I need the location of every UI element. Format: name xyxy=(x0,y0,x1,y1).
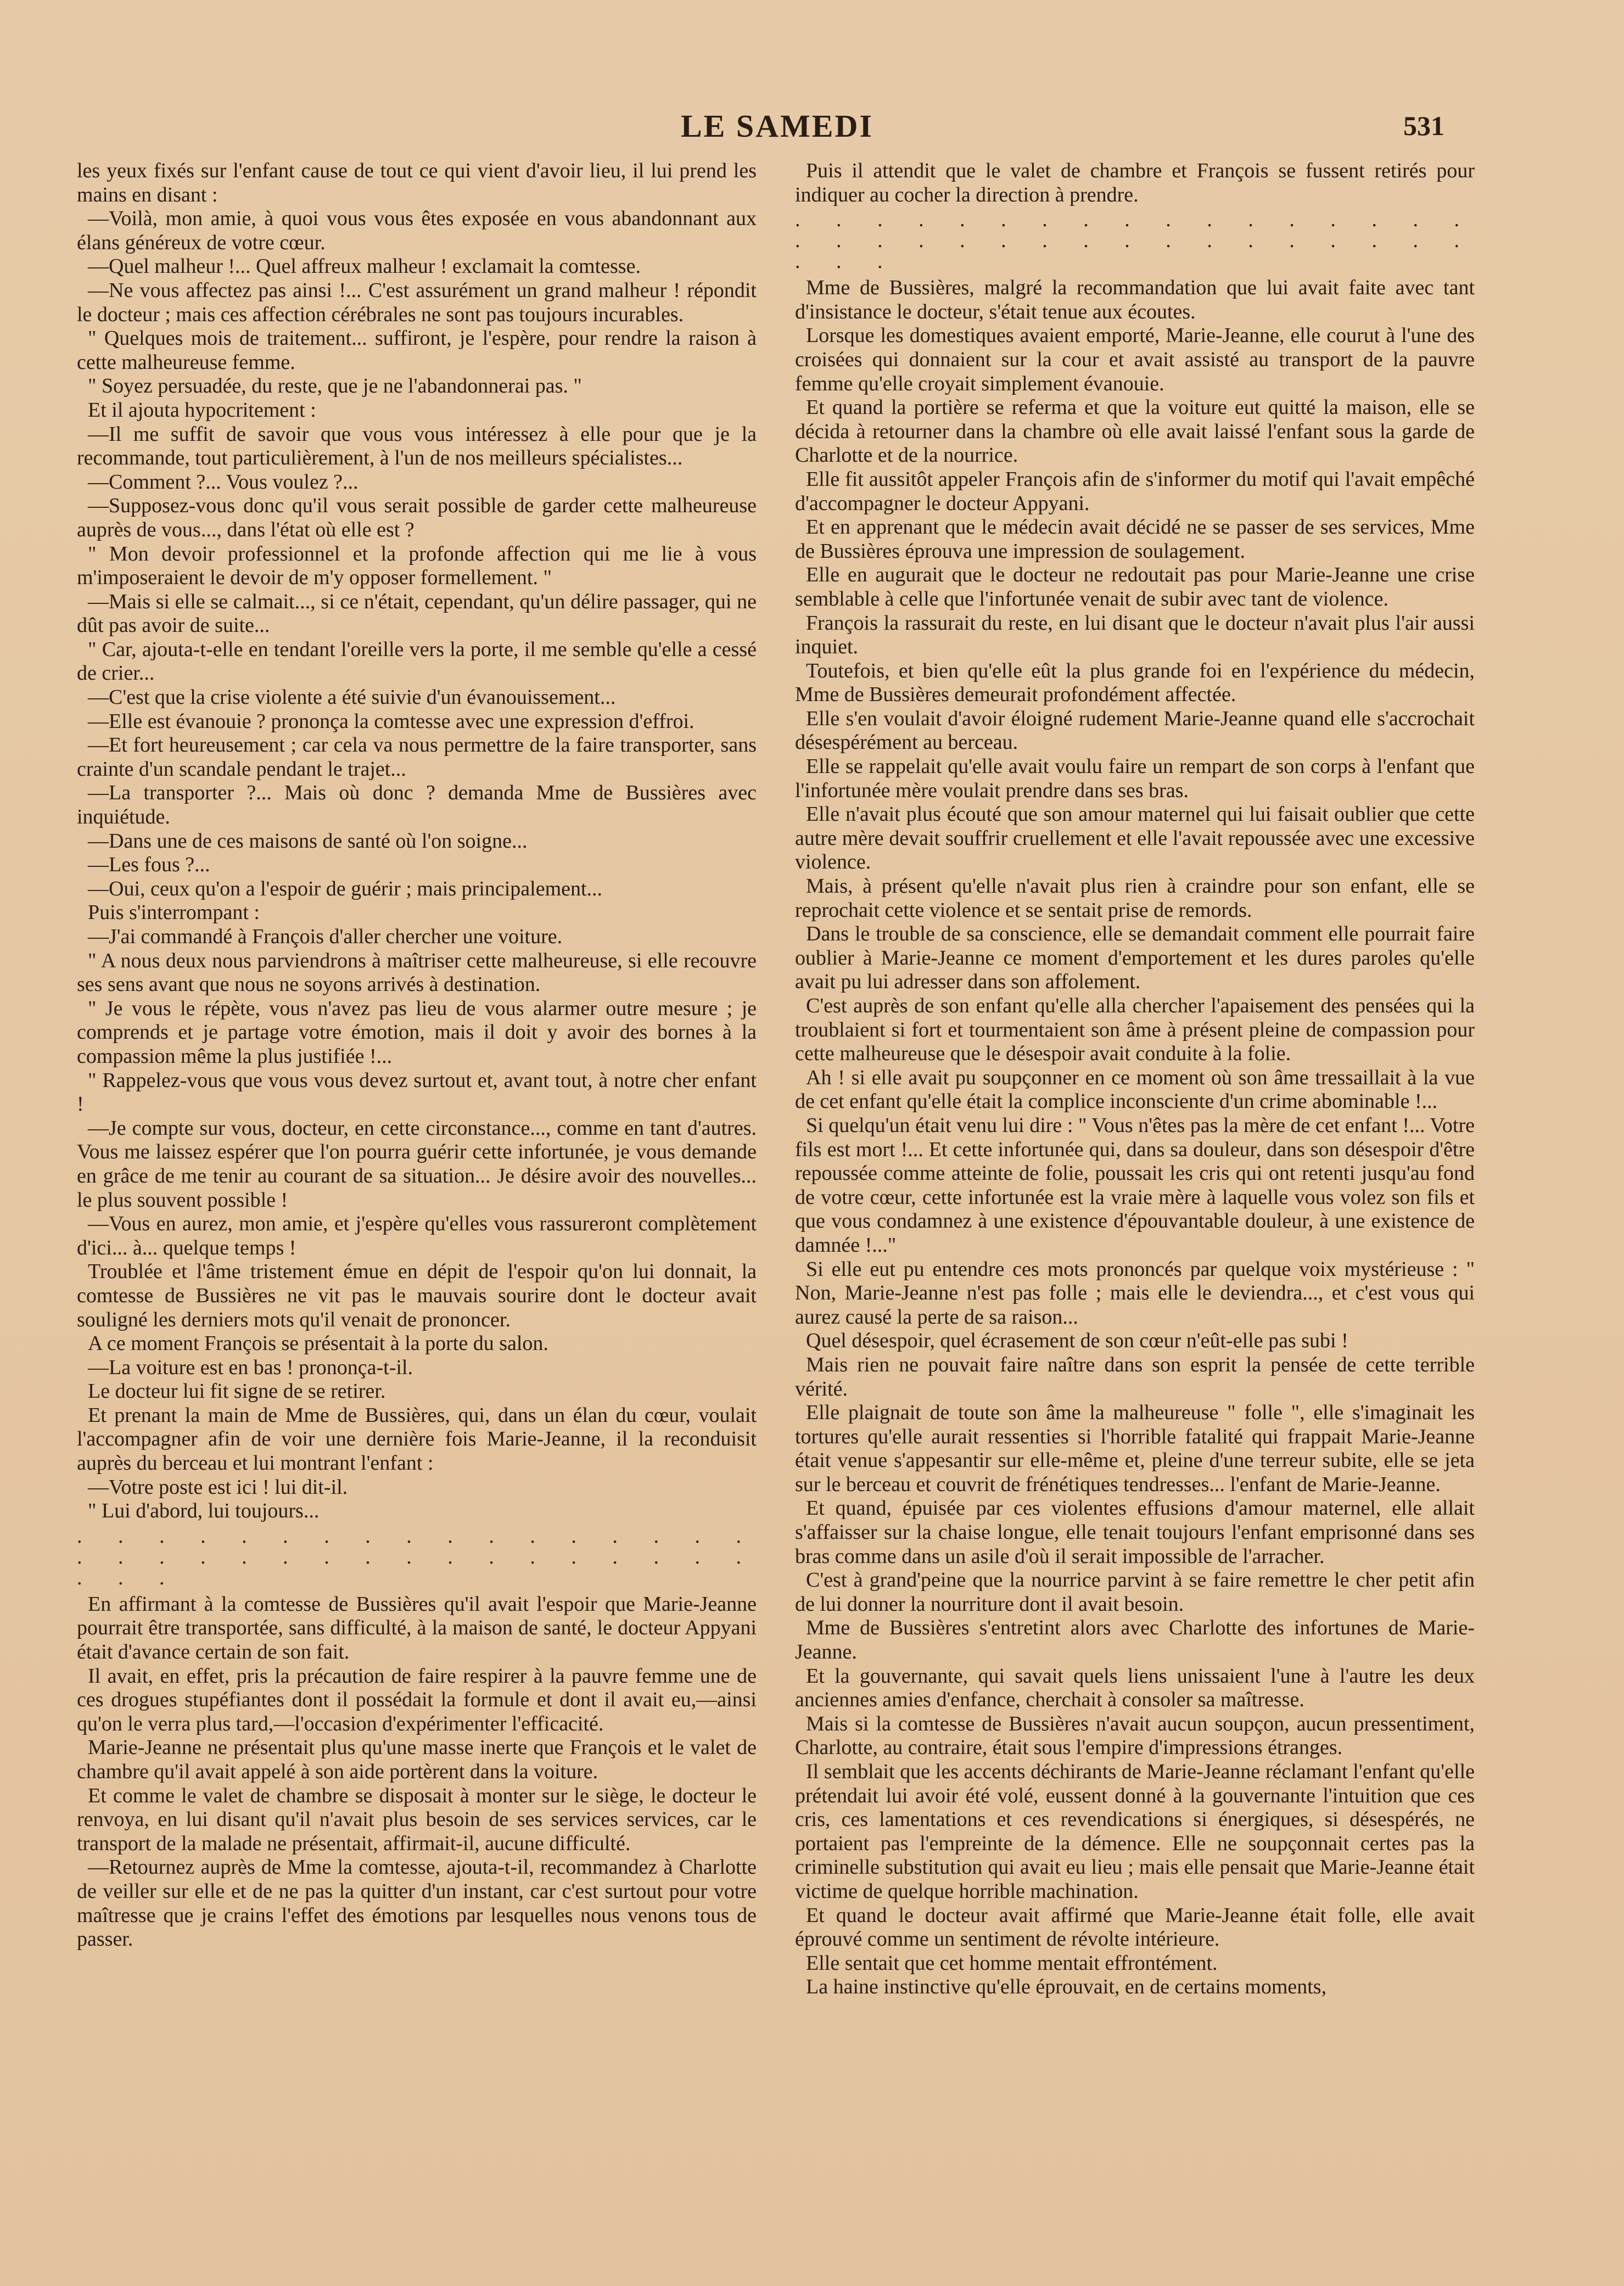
paragraph: Mme de Bussières s'entretint alors avec Charlotte des infortunes de Marie-Jeanne. xyxy=(795,1616,1475,1664)
paragraph: C'est à grand'peine que la nourrice parvint à se faire remettre le cher petit afin de lui donner la nourriture dont il avait besoin. xyxy=(795,1568,1475,1616)
paragraph: Elle s'en voulait d'avoir éloigné rudement Marie-Jeanne quand elle s'accrochait désespérément au berceau. xyxy=(795,707,1475,754)
paragraph: Elle n'avait plus écouté que son amour maternel qui lui faisait oublier que cette autre mère devait souffrir cruellement et elle l'avait repoussée avec une excessive violence. xyxy=(795,803,1475,874)
paragraph: —Elle est évanouie ? prononça la comtesse avec une expression d'effroi. xyxy=(88,709,695,733)
paragraph: —Mais si elle se calmait..., si ce n'était, cependant, qu'un délire passager, qui ne dût pas avoir de suite... xyxy=(77,590,757,637)
paragraph: Et il ajouta hypocritement : xyxy=(88,398,316,422)
paragraph: François la rassurait du reste, en lui disant que le docteur n'avait plus l'air aussi inquiet. xyxy=(795,611,1475,659)
paragraph: Lorsque les domestiques avaient emporté, Marie-Jeanne, elle courut à l'une des croisées qui donnaient sur la cour et avait assisté au transport de la pauvre femme qu'elle croyait simplement évanouie. xyxy=(795,324,1475,395)
page-header-title: LE SAMEDI xyxy=(681,108,873,144)
paragraph: —Retournez auprès de Mme la comtesse, ajouta-t-il, recommandez à Charlotte de veiller sur elle et de ne pas la quitter d'un instant, car c'est surtout pour votre maîtresse que je crains l'effet des émotions par lesquelles nous venons tous de passer. xyxy=(77,1856,757,1951)
paragraph: Quel désespoir, quel écrasement de son cœur n'eût-elle pas subi ! xyxy=(806,1329,1348,1353)
paragraph: Puis il attendit que le valet de chambre et François se fussent retirés pour indiquer au cocher la direction à prendre. xyxy=(795,159,1475,206)
paragraph: Mais rien ne pouvait faire naître dans son esprit la pensée de cette terrible vérité. xyxy=(795,1353,1475,1400)
paragraph: —Votre poste est ici ! lui dit-il. xyxy=(88,1475,348,1499)
paragraph: " Quelques mois de traitement... suffiront, je l'espère, pour rendre la raison à cette malheureuse femme. xyxy=(77,327,757,374)
paragraph: Mme de Bussières, malgré la recommandation que lui avait faite avec tant d'insistance le docteur, s'était tenue aux écoutes. xyxy=(795,276,1475,323)
paragraph: Et la gouvernante, qui savait quels liens unissaient l'une à l'autre les deux anciennes amies d'enfance, cherchait à consoler sa maîtresse. xyxy=(795,1664,1475,1712)
page-number: 531 xyxy=(1403,110,1444,141)
paragraph: A ce moment François se présentait à la porte du salon. xyxy=(88,1332,548,1355)
paragraph: Puis s'interrompant : xyxy=(88,901,260,925)
paragraph: —J'ai commandé à François d'aller chercher une voiture. xyxy=(88,925,563,948)
paragraph: —Il me suffit de savoir que vous vous intéressez à elle pour que je la recommande, tout particulièrement, à l'un de nos meilleurs spécialistes... xyxy=(77,422,757,470)
paragraph: Le docteur lui fit signe de se retirer. xyxy=(88,1380,386,1403)
paragraph: " A nous deux nous parviendrons à maîtriser cette malheureuse, si elle recouvre ses sens avant que nous ne soyons arrivés à destination. xyxy=(77,949,757,996)
paragraph: Et comme le valet de chambre se disposait à monter sur le siège, le docteur le renvoya, en lui disant qu'il n'avait plus besoin de ses services services, car le transport de la malade ne présentait, affirmait-il, aucune difficulté. xyxy=(77,1784,757,1855)
paragraph: Et quand la portière se referma et que la voiture eut quitté la maison, elle se décida à retourner dans la chambre où elle avait laissé l'enfant sous la garde de Charlotte et de la nourrice. xyxy=(795,396,1475,467)
paragraph: " Soyez persuadée, du reste, que je ne l'abandonnerai pas. " xyxy=(88,374,582,398)
paragraph: La haine instinctive qu'elle éprouvait, en de certains moments, xyxy=(806,1975,1327,1999)
paragraph: —Et fort heureusement ; car cela va nous permettre de la faire transporter, sans crainte d'un scandale pendant le trajet... xyxy=(77,733,757,781)
paragraph: Elle fit aussitôt appeler François afin de s'informer du motif qui l'avait empêché d'accompagner le docteur Appyani. xyxy=(795,467,1475,515)
paragraph: Marie-Jeanne ne présentait plus qu'une masse inerte que François et le valet de chambre qu'il avait appelé à son aide portèrent dans la voiture. xyxy=(77,1736,757,1783)
paragraph: " Car, ajouta-t-elle en tendant l'oreille vers la porte, il me semble qu'elle a cessé de crier... xyxy=(77,637,757,685)
paragraph: Elle plaignait de toute son âme la malheureuse " folle ", elle s'imaginait les tortures qu'elle aurait ressenties si l'horrible fatalité qui frappait Marie-Jeanne était venue s'appesantir sur elle-même et, pleine d'une terreur subite, elle se jeta sur le berceau et couvrit de frénétiques tendresses... l'enfant de Marie-Jeanne. xyxy=(795,1401,1475,1496)
paragraph: —La transporter ?... Mais où donc ? demanda Mme de Bussières avec inquiétude. xyxy=(77,781,757,829)
paragraph: —Comment ?... Vous voulez ?... xyxy=(88,470,359,494)
paragraph: —Oui, ceux qu'on a l'espoir de guérir ; mais principalement... xyxy=(88,877,603,900)
right-column xyxy=(795,159,1475,1999)
paragraph: Mais si la comtesse de Bussières n'avait aucun soupçon, aucun pressentiment, Charlotte, au contraire, était sous l'empire d'impressions étranges. xyxy=(795,1712,1475,1760)
paragraph: Troublée et l'âme tristement émue en dépit de l'espoir qu'on lui donnait, la comtesse de Bussières ne vit pas le mauvais sourire dont le docteur avait souligné les derniers mots qu'il venait de prononcer. xyxy=(77,1260,757,1331)
section-separator: . . . . . . . . . . . . . . . . . . . . . . . . . . . . . . . . . . . . . xyxy=(77,1524,757,1589)
paragraph: —Voilà, mon amie, à quoi vous vous êtes exposée en vous abandonnant aux élans généreux de votre cœur. xyxy=(77,207,757,254)
paragraph: Et quand le docteur avait affirmé que Marie-Jeanne était folle, elle avait éprouvé comme un sentiment de révolte intérieure. xyxy=(795,1903,1475,1951)
paragraph: C'est auprès de son enfant qu'elle alla chercher l'apaisement des pensées qui la troublaient si fort et tourmentaient son âme à présent pleine de compassion pour cette malheureuse que le désespoir avait conduite à la folie. xyxy=(795,994,1475,1066)
paragraph: " Lui d'abord, lui toujours... xyxy=(88,1499,320,1523)
paragraph: Elle se rappelait qu'elle avait voulu faire un rempart de son corps à l'enfant que l'infortunée mère voulait prendre dans ses bras. xyxy=(795,755,1475,802)
paragraph: En affirmant à la comtesse de Bussières qu'il avait l'espoir que Marie-Jeanne pourrait être transportée, sans difficulté, à la maison de santé, le docteur Appyani était d'avance certain de son fait. xyxy=(77,1592,757,1664)
paragraph: —Vous en aurez, mon amie, et j'espère qu'elles vous rassureront complètement d'ici... à... quelque temps ! xyxy=(77,1212,757,1259)
paragraph: Il semblait que les accents déchirants de Marie-Jeanne réclamant l'enfant qu'elle prétendait lui avoir été volé, eussent donné à la gouvernante l'intuition que ces cris, ces lamentations et ces revendications si énergiques, si désespérés, ne portaient pas l'empreinte de la démence. Elle ne soupçonnait certes pas la criminelle substitution qui avait eu lieu ; mais elle pensait que Marie-Jeanne était victime de quelque horrible machination. xyxy=(795,1760,1475,1903)
paragraph: Dans le trouble de sa conscience, elle se demandait comment elle pourrait faire oublier à Marie-Jeanne ce moment d'emportement et les dures paroles qu'elle avait pu lui adresser dans son affolement. xyxy=(795,922,1475,994)
paragraph: les yeux fixés sur l'enfant cause de tout ce qui vient d'avoir lieu, il lui prend les mains en disant : xyxy=(77,159,757,206)
paragraph: —Les fous ?... xyxy=(88,853,210,877)
section-separator: . . . . . . . . . . . . . . . . . . . . . . . . . . . . . . . . . . . . . xyxy=(795,208,1475,273)
paragraph: " Je vous le répète, vous n'avez pas lieu de vous alarmer outre mesure ; je comprends et je partage votre émotion, mais il doit y avoir des bornes à la compassion même la plus justifiée !... xyxy=(77,996,757,1068)
paragraph: —C'est que la crise violente a été suivie d'un évanouissement... xyxy=(88,686,616,709)
paragraph: —Dans une de ces maisons de santé où l'on soigne... xyxy=(88,829,528,853)
paragraph: —Supposez-vous donc qu'il vous serait possible de garder cette malheureuse auprès de vous..., dans l'état où elle est ? xyxy=(77,494,757,541)
paragraph: Toutefois, et bien qu'elle eût la plus grande foi en l'expérience du médecin, Mme de Bussières demeurait profondément affectée. xyxy=(795,659,1475,707)
paragraph: —Je compte sur vous, docteur, en cette circonstance..., comme en tant d'autres. Vous me laissez espérer que l'on pourra guérir cette infortunée, je vous demande en grâce de me tenir au courant de sa situation... Je désire avoir des nouvelles... le plus souvent possible ! xyxy=(77,1116,757,1212)
left-column xyxy=(77,159,757,1952)
paragraph: Elle sentait que cet homme mentait effrontément. xyxy=(806,1951,1218,1975)
paragraph: Mais, à présent qu'elle n'avait plus rien à craindre pour son enfant, elle se reprochait cette violence et se sentait prise de remords. xyxy=(795,875,1475,922)
paragraph: —Quel malheur !... Quel affreux malheur ! exclamait la comtesse. xyxy=(88,255,641,278)
paragraph: " Mon devoir professionnel et la profonde affection qui me lie à vous m'imposeraient le devoir de m'y opposer formellement. " xyxy=(77,542,757,590)
paragraph: —Ne vous affectez pas ainsi !... C'est assurément un grand malheur ! répondit le docteur ; mais ces affection cérébrales ne sont pas toujours incurables. xyxy=(77,278,757,326)
paragraph: Il avait, en effet, pris la précaution de faire respirer à la pauvre femme une de ces drogues stupéfiantes dont il possédait la formule et dont il avait eu,—ainsi qu'on le verra plus tard,—l'occasion d'expérimenter l'efficacité. xyxy=(77,1664,757,1735)
paragraph: Et en apprenant que le médecin avait décidé ne se passer de ses services, Mme de Bussières éprouva une impression de soulagement. xyxy=(795,516,1475,563)
paragraph: Elle en augurait que le docteur ne redoutait pas pour Marie-Jeanne une crise semblable à celle que l'infortunée venait de subir avec tant de violence. xyxy=(795,563,1475,610)
paragraph: Et prenant la main de Mme de Bussières, qui, dans un élan du cœur, voulait l'accompagner afin de voir une dernière fois Marie-Jeanne, il la reconduisit auprès du berceau et lui montrant l'enfant : xyxy=(77,1403,757,1475)
paragraph: Ah ! si elle avait pu soupçonner en ce moment où son âme tressaillait à la vue de cet enfant qu'elle était la complice inconsciente d'un crime abominable !... xyxy=(795,1066,1475,1113)
paragraph: " Rappelez-vous que vous vous devez surtout et, avant tout, à notre cher enfant ! xyxy=(77,1068,757,1116)
paragraph: —La voiture est en bas ! prononça-t-il. xyxy=(88,1355,413,1379)
paragraph: Et quand, épuisée par ces violentes effusions d'amour maternel, elle allait s'affaisser sur la chaise longue, elle tenait toujours l'enfant emprisonné dans ses bras comme dans un asile d'où il serait impossible de l'arracher. xyxy=(795,1497,1475,1568)
paragraph: Si quelqu'un était venu lui dire : " Vous n'êtes pas la mère de cet enfant !... Votre fils est mort !... Et cette infortunée qui, dans sa douleur, dans son désespoir d'être repoussée comme atteinte de folie, poussait les cris qui ont retenti jusqu'au fond de votre cœur, cette infortunée est la vraie mère à laquelle vous volez son fils et que vous condamnez à une existence d'épouvantable douleur, à une existence de damnée !..." xyxy=(795,1113,1475,1257)
paragraph: Si elle eut pu entendre ces mots prononcés par quelque voix mystérieuse : " Non, Marie-Jeanne n'est pas folle ; mais elle le deviendra..., et c'est vous qui aurez causé la perte de sa raison... xyxy=(795,1257,1475,1329)
